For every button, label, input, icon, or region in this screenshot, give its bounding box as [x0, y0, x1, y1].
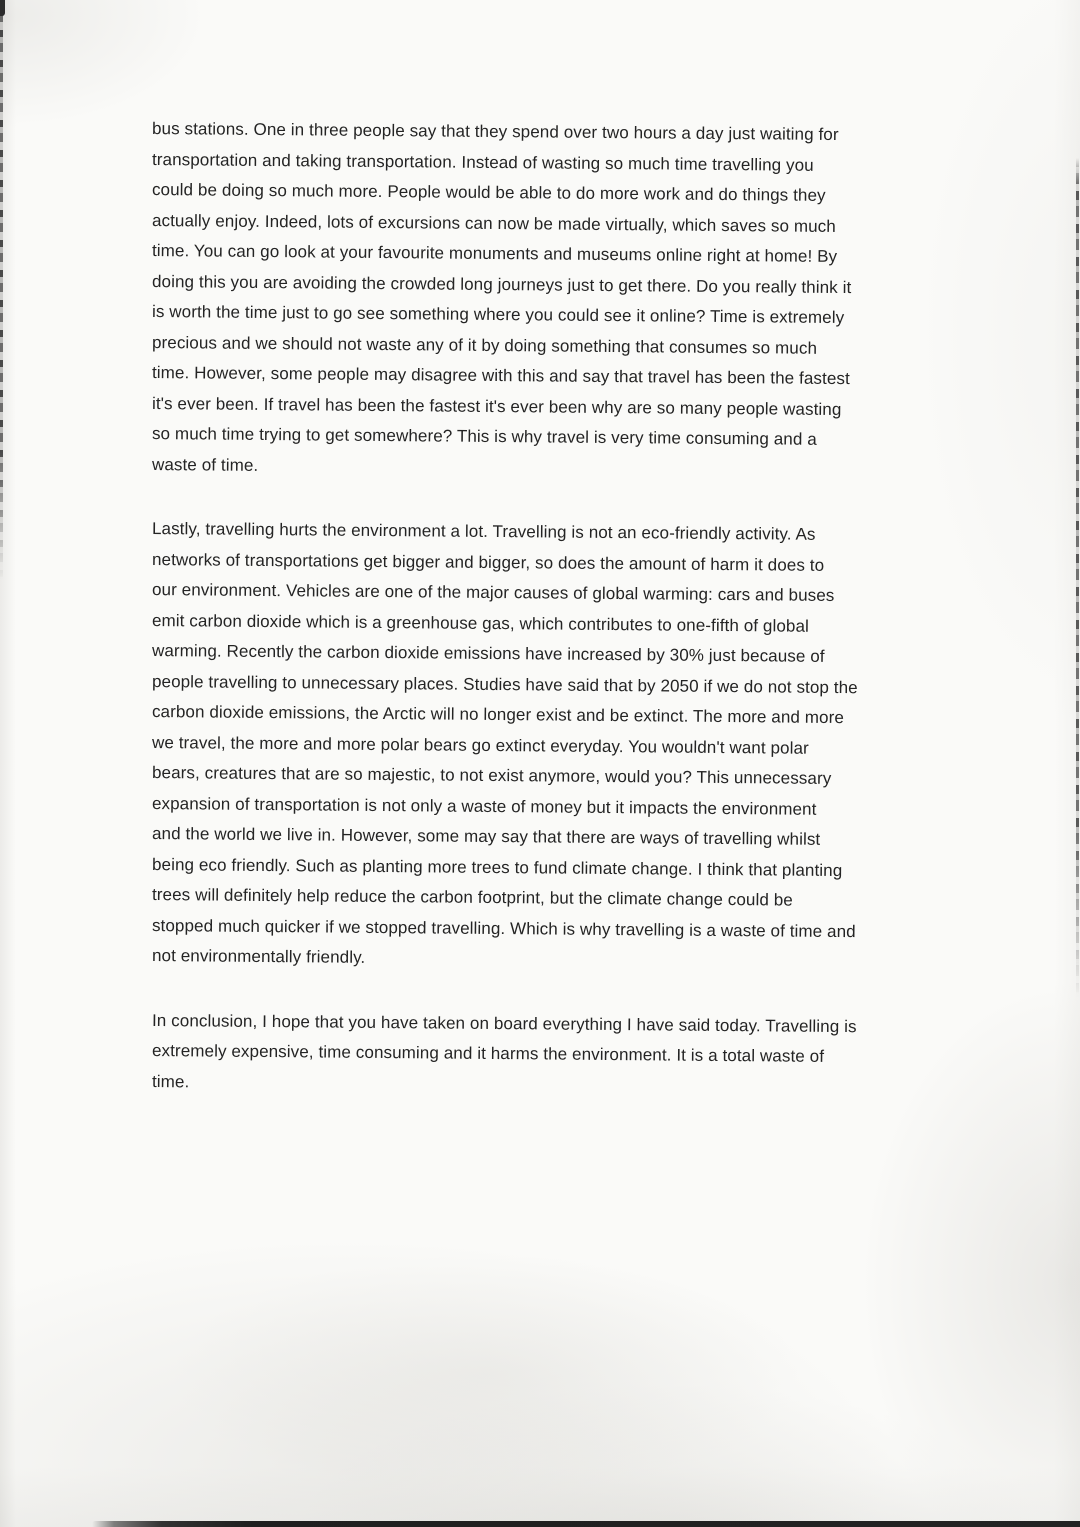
text-line: In conclusion, I hope that you have taken on board everything I have said today. Travelling is	[151, 1010, 857, 1036]
scan-artifact-bottom-edge	[92, 1521, 1080, 1527]
text-line: it's ever been. If travel has been the fastest it's ever been why are so many people wasting	[151, 393, 842, 419]
scan-artifact-corner-mark	[0, 0, 5, 16]
text-line: bus stations. One in three people say that they spend over two hours a day just waiting for	[151, 119, 839, 144]
text-line: doing this you are avoiding the crowded long journeys just to get there. Do you really think it	[151, 271, 852, 297]
text-line: actually enjoy. Indeed, lots of excursions can now be made virtually, which saves so much	[151, 210, 836, 236]
text-line: trees will definitely help reduce the carbon footprint, but the climate change could be	[151, 885, 793, 910]
scan-artifact-right-edge	[1076, 158, 1079, 998]
text-line: and the world we live in. However, some may say that there are ways of travelling whilst	[151, 824, 821, 849]
text-line: networks of transportations get bigger and bigger, so does the amount of harm it does to	[151, 549, 825, 575]
text-line: our environment. Vehicles are one of the major causes of global warming: cars and buses	[151, 580, 835, 605]
text-line: so much time trying to get somewhere? This is why travel is very time consuming and a	[151, 424, 817, 449]
text-line: emit carbon dioxide which is a greenhouse gas, which contributes to one-fifth of global	[151, 610, 810, 636]
text-line: bears, creatures that are so majestic, to not exist anymore, would you? This unnecessary	[151, 763, 832, 788]
text-line: time. However, some people may disagree with this and say that travel has been the fastest	[151, 363, 850, 389]
text-line: expansion of transportation is not only a waste of money but it impacts the environment	[151, 793, 817, 819]
text-line: not environmentally friendly.	[151, 946, 366, 967]
text-line: we travel, the more and more polar bears go extinct everyday. You wouldn't want polar	[151, 732, 809, 758]
text-line: time. You can go look at your favourite monuments and museums online right at home! By	[151, 241, 838, 266]
text-line: extremely expensive, time consuming and it harms the environment. It is a total waste of	[151, 1041, 825, 1066]
paragraph-environment	[152, 514, 952, 972]
text-line: stopped much quicker if we stopped travelling. Which is why travelling is a waste of time and	[151, 915, 856, 941]
text-line: carbon dioxide emissions, the Arctic will no longer exist and be extinct. The more and more	[151, 702, 845, 728]
paragraph-time-wasting	[152, 114, 952, 480]
text-line: Lastly, travelling hurts the environment a lot. Travelling is not an eco-friendly activity. As	[151, 519, 816, 544]
paragraph-conclusion	[152, 1006, 952, 1098]
text-line: could be doing so much more. People would be able to do more work and do things they	[151, 180, 826, 205]
text-line: warming. Recently the carbon dioxide emissions have increased by 30% just because of	[151, 641, 825, 666]
scan-artifact-left-edge	[0, 0, 3, 580]
text-line: people travelling to unnecessary places. Studies have said that by 2050 if we do not stop the	[151, 671, 858, 697]
essay-text-block	[152, 114, 952, 1131]
text-line: time.	[151, 1071, 190, 1091]
text-line: being eco friendly. Such as planting more trees to fund climate change. I think that planting	[151, 854, 843, 880]
text-line: waste of time.	[151, 454, 259, 475]
text-line: is worth the time just to go see something where you could see it online? Time is extremely	[151, 302, 845, 328]
text-line: transportation and taking transportation. Instead of wasting so much time travelling you	[151, 149, 814, 175]
text-line: precious and we should not waste any of it by doing something that consumes so much	[151, 332, 818, 358]
